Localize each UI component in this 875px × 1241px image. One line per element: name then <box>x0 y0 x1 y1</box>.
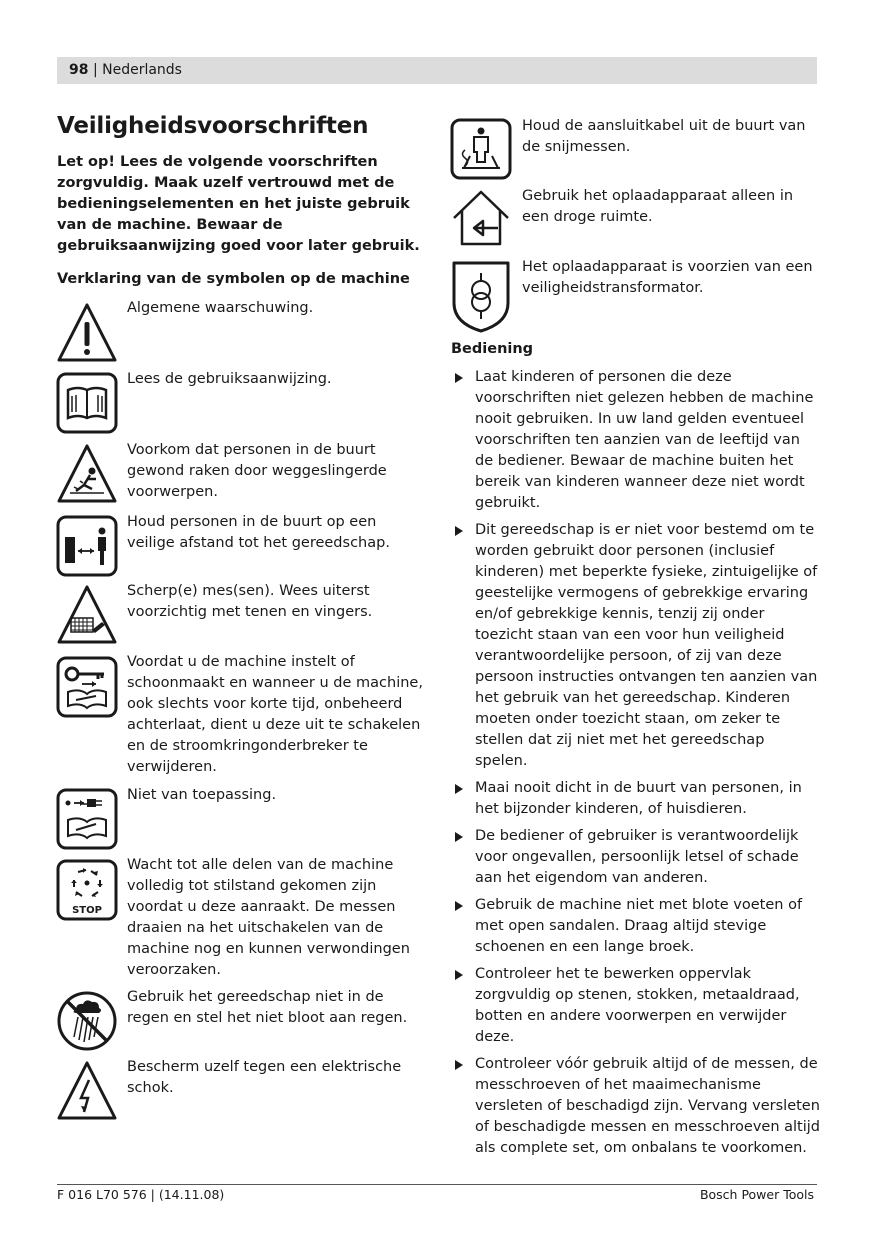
bullet-arrow-icon <box>455 784 463 794</box>
list-item <box>451 778 821 820</box>
stop-label: STOP <box>72 905 102 916</box>
symbol-text-indoor: Gebruik het oplaadapparaat alleen in een droge ruimte. <box>522 188 794 225</box>
list-item <box>451 1054 821 1159</box>
stop-rotation-icon <box>56 859 118 921</box>
electric-shock-icon <box>56 1060 118 1122</box>
symbol-text-flying-debris: Voorkom dat personen in de buurt gewond raken door weggeslingerde voorwerpen. <box>127 442 387 500</box>
page-title: Veiligheidsvoorschriften <box>57 113 369 139</box>
symbol-text-no-rain: Gebruik het gereedschap niet in de regen en stel het niet bloot aan regen. <box>127 989 408 1026</box>
list-item-text: Controleer vóór gebruik altijd of de messen, de messchroeven of het maaimechanisme versleten of beschadigd zijn. Vervang versleten of beschadigde messen en messchroeven altijd als complete set, om onbalans te voorkomen. <box>475 1056 820 1156</box>
symbol-text-stop: Wacht tot alle delen van de machine volledig tot stilstand gekomen zijn voordat u deze aanraakt. De messen draaien na het uitschakelen van de machine nog en kunnen verwondingen veroorzaken. <box>127 857 410 978</box>
sharp-blades-icon <box>56 584 118 646</box>
remove-key-icon <box>56 656 118 718</box>
bullet-arrow-icon <box>455 901 463 911</box>
list-item <box>451 826 821 889</box>
header-language: Nederlands <box>102 62 182 78</box>
bullet-arrow-icon <box>455 1060 463 1070</box>
unplug-manual-icon <box>56 788 118 850</box>
symbol-text-transformer: Het oplaadapparaat is voorzien van een veiligheidstransformator. <box>522 259 813 296</box>
bullet-arrow-icon <box>455 970 463 980</box>
list-item-text: Gebruik de machine niet met blote voeten of met open sandalen. Draag altijd stevige schoenen en een lange broek. <box>475 897 803 955</box>
bullet-arrow-icon <box>455 373 463 383</box>
bediening-list <box>451 367 821 1165</box>
symbol-text-general-warning: Algemene waarschuwing. <box>127 300 314 316</box>
list-item-text: Maai nooit dicht in de buurt van personen, in het bijzonder kinderen, of huisdieren. <box>475 780 802 817</box>
bediening-heading: Bediening <box>451 341 534 357</box>
list-item-text: Dit gereedschap is er niet voor bestemd om te worden gebruikt door personen (inclusief kinderen) met beperkte fysieke, zintuigelijke of geestelijke vermogens of gebrekkige ervaring en/of gebrekkige kennis, tenzij zij onder toezicht staan van een voor hun veiligheid verantwoordelijke persoon, of zij van deze persoon instructies ontvangen ten aanzien van het gebruik van het gereedschap. Kinderen moeten onder toezicht staan, om zeker te stellen dat zij niet met het gereedschap spelen. <box>475 522 818 769</box>
page-header <box>57 57 817 84</box>
warning-triangle-icon <box>56 302 118 364</box>
symbol-text-manual: Lees de gebruiksaanwijzing. <box>127 371 332 387</box>
footer-brand: Bosch Power Tools <box>699 1187 814 1202</box>
list-item <box>451 895 821 958</box>
no-rain-icon <box>56 990 118 1052</box>
flying-debris-icon <box>56 443 118 505</box>
symbol-text-cable: Houd de aansluitkabel uit de buurt van de snijmessen. <box>522 118 806 155</box>
header-separator: | <box>92 62 98 78</box>
list-item-text: Laat kinderen of personen die deze voorschriften niet gelezen hebben de machine nooit gebruiken. In uw land gelden eventueel voorschriften ten aanzien van de leeftijd van de bediener. Bewaar de machine buiten het bereik van kinderen wanneer deze niet wordt gebruikt. <box>475 369 814 511</box>
cable-blades-icon <box>450 118 512 180</box>
indoor-house-icon <box>450 188 512 250</box>
list-item <box>451 520 821 772</box>
symbols-heading: Verklaring van de symbolen op de machine <box>57 271 410 287</box>
list-item-text: De bediener of gebruiker is verantwoordelijk voor ongevallen, persoonlijk letsel of schade aan het eigendom van anderen. <box>475 828 799 886</box>
symbol-text-not-applicable: Niet van toepassing. <box>127 787 277 803</box>
safe-distance-icon <box>56 515 118 577</box>
symbol-text-electric-shock: Bescherm uzelf tegen een elektrische schok. <box>127 1059 402 1096</box>
symbol-text-remove-key: Voordat u de machine instelt of schoonmaakt en wanneer u de machine, ook slechts voor korte tijd, onbeheerd achterlaat, dient u deze uit te schakelen en de stroomkringonderbreker te verwijderen. <box>127 654 423 775</box>
footer-divider <box>57 1184 817 1185</box>
list-item <box>451 964 821 1048</box>
list-item-text: Controleer het te bewerken oppervlak zorgvuldig op stenen, stokken, metaaldraad, botten en andere voorwerpen en verwijder deze. <box>475 966 800 1045</box>
bullet-arrow-icon <box>455 526 463 536</box>
manual-book-icon <box>56 372 118 434</box>
page-number: 98 <box>69 62 89 78</box>
bullet-arrow-icon <box>455 832 463 842</box>
intro-warning: Let op! Lees de volgende voorschriften zorgvuldig. Maak uzelf vertrouwd met de bedieningselementen en het juiste gebruik van de machine. Bewaar de gebruiksaanwijzing goed voor later gebruik. <box>57 154 420 254</box>
list-item <box>451 367 821 514</box>
safety-transformer-icon <box>450 259 512 334</box>
footer-doc-id: F 016 L70 576 | (14.11.08) <box>57 1187 225 1202</box>
symbol-text-safe-distance: Houd personen in de buurt op een veilige afstand tot het gereedschap. <box>127 514 390 551</box>
symbol-text-sharp-blades: Scherp(e) mes(sen). Wees uiterst voorzichtig met tenen en vingers. <box>127 583 373 620</box>
